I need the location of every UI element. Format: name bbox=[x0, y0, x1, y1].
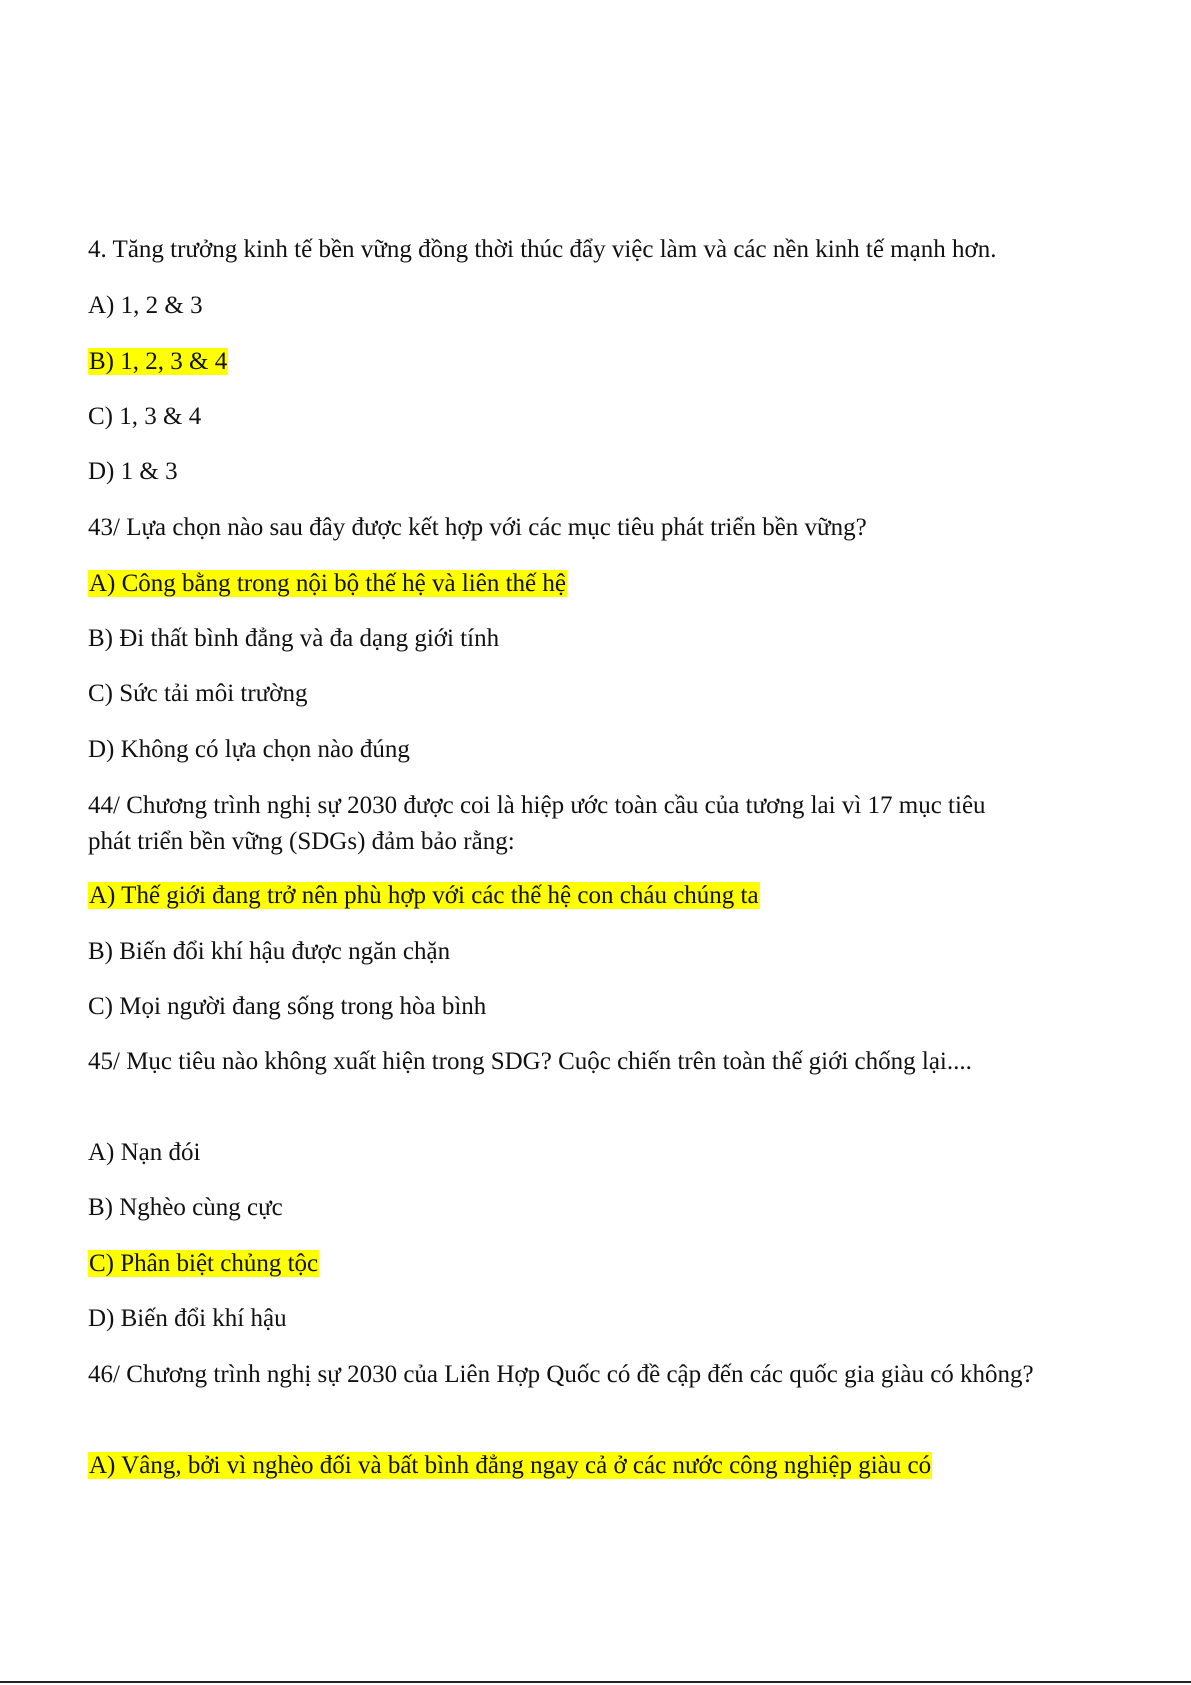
line-text: 4. Tăng trưởng kinh tế bền vững đồng thời thúc đẩy việc làm và các nền kinh tế mạnh hơn. bbox=[88, 236, 997, 263]
line-text: 45/ Mục tiêu nào không xuất hiện trong SDG? Cuộc chiến trên toàn thế giới chống lại.... bbox=[88, 1048, 972, 1075]
option-c bbox=[88, 399, 201, 435]
question-45-text bbox=[88, 1044, 1008, 1080]
highlighted-answer: B) 1, 2, 3 & 4 bbox=[89, 348, 228, 375]
highlighted-answer: C) Phân biệt chủng tộc bbox=[89, 1250, 319, 1277]
line-text: 43/ Lựa chọn nào sau đây được kết hợp với các mục tiêu phát triển bền vững? bbox=[88, 514, 867, 541]
line-text: C) 1, 3 & 4 bbox=[88, 403, 202, 430]
line-text: D) Không có lựa chọn nào đúng bbox=[88, 736, 410, 763]
option-d bbox=[88, 1301, 287, 1337]
line-text: D) 1 & 3 bbox=[88, 458, 178, 485]
line-text: B) Nghèo cùng cực bbox=[88, 1194, 283, 1221]
option-b bbox=[88, 934, 450, 970]
option-c bbox=[88, 989, 486, 1025]
option-c-correct bbox=[88, 1246, 319, 1282]
question-44-text bbox=[88, 788, 1028, 860]
highlighted-answer: A) Công bằng trong nội bộ thế hệ và liên thế hệ bbox=[89, 570, 566, 597]
option-c bbox=[88, 676, 307, 712]
line-text: 46/ Chương trình nghị sự 2030 của Liên Hợp Quốc có đề cập đến các quốc gia giàu có không? bbox=[88, 1361, 1034, 1388]
highlighted-answer: A) Vâng, bởi vì nghèo đối và bất bình đẳng ngay cả ở các nước công nghiệp giàu có bbox=[89, 1452, 932, 1479]
line-text: 44/ Chương trình nghị sự 2030 được coi là hiệp ước toàn cầu của tương lai vì 17 mục tiêu phát triển bền vững (SDGs) đảm bảo rằng: bbox=[88, 792, 986, 855]
line-text: B) Biến đổi khí hậu được ngăn chặn bbox=[88, 938, 451, 965]
page-bottom-divider bbox=[0, 1681, 1191, 1683]
line-text: A) Nạn đói bbox=[88, 1139, 201, 1166]
option-a-correct bbox=[88, 878, 760, 914]
line-text: A) 1, 2 & 3 bbox=[88, 292, 203, 319]
question-4-text bbox=[88, 232, 1048, 268]
highlighted-answer: A) Thế giới đang trở nên phù hợp với các thế hệ con cháu chúng ta bbox=[89, 882, 759, 909]
option-a bbox=[88, 1135, 200, 1171]
option-a-correct bbox=[88, 566, 567, 602]
line-text: B) Đi thất bình đẳng và đa dạng giới tính bbox=[88, 625, 500, 652]
option-d bbox=[88, 732, 410, 768]
option-b-correct bbox=[88, 344, 228, 380]
line-text: C) Mọi người đang sống trong hòa bình bbox=[88, 993, 487, 1020]
line-text: C) Sức tải môi trường bbox=[88, 680, 308, 707]
option-b bbox=[88, 621, 499, 657]
option-a-correct bbox=[88, 1448, 932, 1484]
option-d bbox=[88, 454, 178, 490]
line-text: D) Biến đổi khí hậu bbox=[88, 1305, 287, 1332]
option-a bbox=[88, 288, 203, 324]
question-46-text bbox=[88, 1357, 1048, 1393]
option-b bbox=[88, 1190, 283, 1226]
question-43-text bbox=[88, 510, 867, 546]
